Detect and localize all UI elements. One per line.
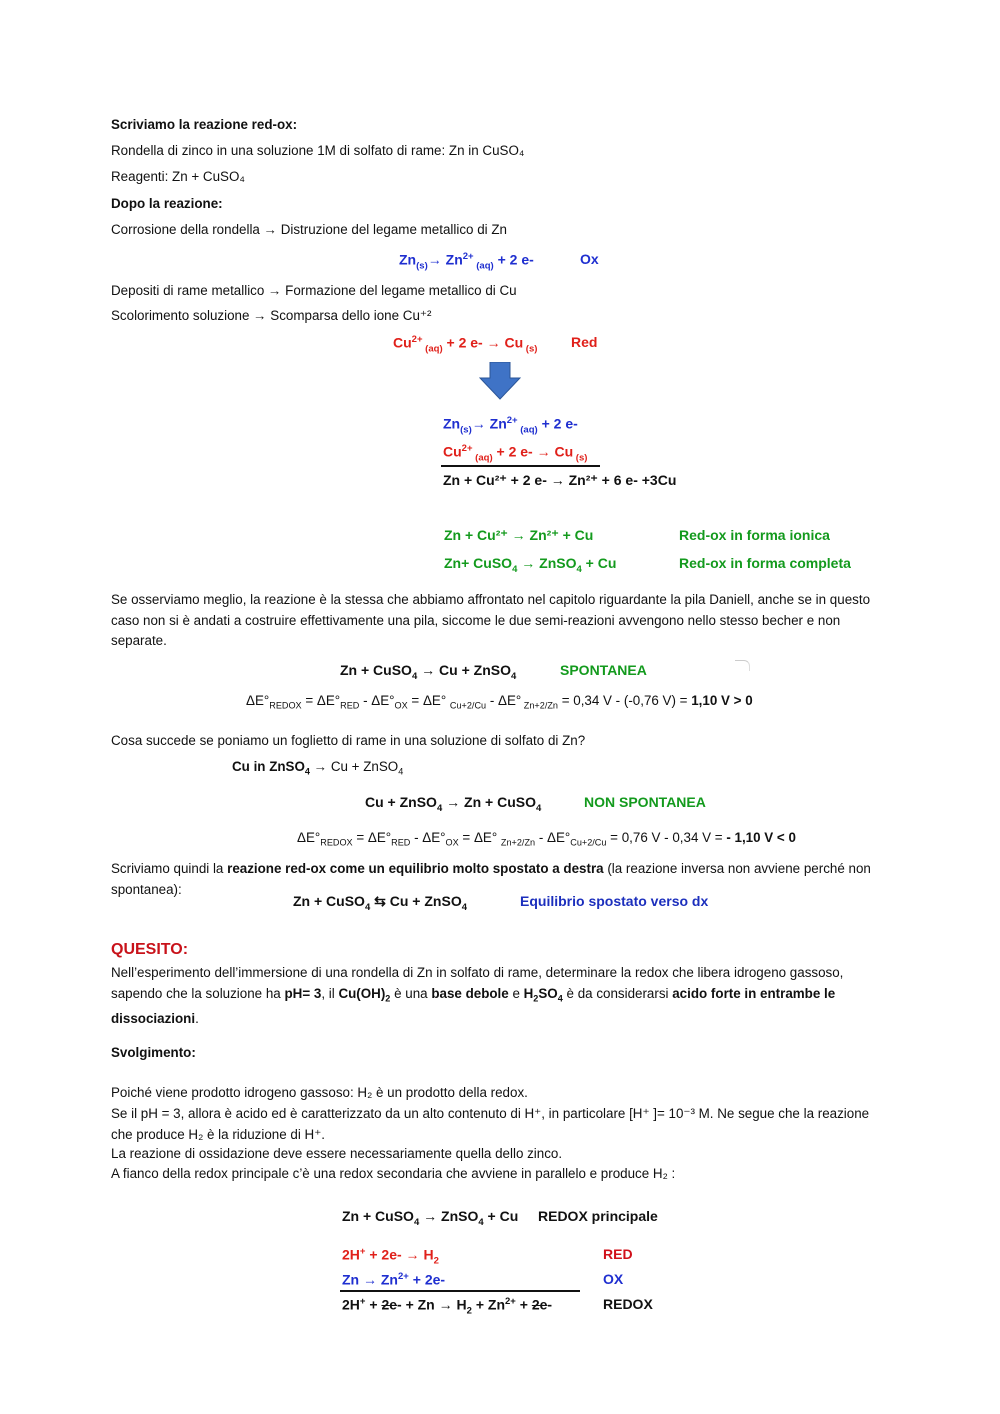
principal-equation: Zn + CuSO$_4$ → ZnSO$_4$ + Cu bbox=[342, 1208, 519, 1228]
text-line: Corrosione della rondella → Distruzione del legame metallico di Zn bbox=[111, 222, 507, 237]
ionic-equation: Zn + Cu²⁺ → Zn²⁺ + Cu bbox=[444, 527, 594, 543]
text-line: A fianco della redox principale c’è una redox secondaria che avviene in parallelo e produce H₂ : bbox=[111, 1166, 676, 1181]
ox-tag: OX bbox=[603, 1271, 624, 1287]
text-line: Scolorimento soluzione → Scomparsa dello ione Cu⁺² bbox=[111, 308, 432, 323]
decoration-mark bbox=[735, 660, 750, 671]
text-line: Se il pH = 3, allora è acido ed è caratterizzato da un alto contenuto di H⁺, in particolare [H⁺ ]= 10⁻³ M. Ne segue che la reazione che produce H₂ è la riduzione di H⁺. bbox=[111, 1106, 870, 1142]
cu-in-znso4: Cu in ZnSO$_4$ → Cu + ZnSO$_4$ bbox=[232, 759, 404, 777]
text-line: Poiché viene prodotto idrogeno gassoso: H₂ è un prodotto della redox. bbox=[111, 1085, 528, 1100]
quesito-text: Nell’esperimento dell’immersione di una rondella di Zn in solfato di rame, determinare la redox che libera idrogeno gassoso, sapendo che la soluzione ha pH= 3, il $Cu(OH)_2$ è una base debole e $H_2SO_4$ è da considerarsi acido forte in entrambe le dissociazioni. bbox=[111, 965, 844, 1026]
delta-e-nonspontaneous: $\Delta E^\circ_{REDOX} = \Delta E^\circ_{RED} - \Delta E^\circ_{OX} = \Delta E^\circ$ $_{Zn+2/Zn} - \Delta E^\circ_{Cu+2/Cu} = 0,76$ V - 0,34 V = - 1,10 V < 0 bbox=[297, 830, 796, 848]
final-rule bbox=[340, 1290, 580, 1292]
sum-oxidation: $Zn_{(s)}\to Zn^{2+}$ $_{(aq)}$ + 2 e- bbox=[443, 415, 578, 436]
non-spontanea-label: NON SPONTANEA bbox=[584, 794, 706, 810]
svolgimento-title: Svolgimento: bbox=[111, 1045, 196, 1060]
text-line: La reazione di ossidazione deve essere necessariamente quella dello zinco. bbox=[111, 1146, 563, 1161]
ox-label: Ox bbox=[580, 251, 599, 267]
equilibrium-equation: Zn + CuSO$_4$ ⇆ Cu + ZnSO$_4$ bbox=[293, 893, 468, 913]
section-heading: Scriviamo la reazione red-ox: bbox=[111, 117, 298, 132]
paragraph: Scriviamo quindi la reazione red-ox come un equilibrio molto spostato a destra (la reazione inversa non avviene perché non spontanea): bbox=[111, 861, 871, 897]
paragraph: Se osserviamo meglio, la reazione è la stessa che abbiamo affrontato nel capitolo riguardante la pila Daniell, anche se in questo caso non si è andati a costruire effettivamente una pila, siccome le due semi-reazioni avvengono nello stesso becher e non separate. bbox=[111, 592, 871, 648]
section-heading: Dopo la reazione: bbox=[111, 196, 223, 211]
nonspontaneous-equation: Cu + ZnSO$_4$ → Zn + CuSO$_4$ bbox=[365, 794, 542, 814]
text-line: Reagenti: Zn + CuSO₄ bbox=[111, 169, 245, 184]
final-redox-equation: $2H^+ + 2e- + Zn \to H_2 + Zn^{2+} + 2e-$ bbox=[342, 1296, 553, 1317]
red-tag: RED bbox=[603, 1246, 633, 1262]
quesito-title: QUESITO: bbox=[111, 941, 189, 958]
sum-result: Zn + Cu²⁺ + 2 e- → Zn²⁺ + 6 e- +3Cu bbox=[443, 472, 677, 488]
sum-reduction: $Cu^{2+}$ $_{(aq)}$ + 2 e- → Cu $_{(s)}$ bbox=[443, 443, 588, 464]
ionic-label: Red-ox in forma ionica bbox=[679, 527, 830, 543]
spontaneous-equation: Zn + CuSO$_4$ → Cu + ZnSO$_4$ bbox=[340, 662, 517, 682]
redox-tag: REDOX bbox=[603, 1296, 653, 1312]
h2-reduction: $2H^+ + 2e- \to H_2$ bbox=[342, 1246, 439, 1267]
text-line: Rondella di zinco in una soluzione 1M di solfato di rame: Zn in CuSO₄ bbox=[111, 143, 525, 158]
text-line: Depositi di rame metallico → Formazione del legame metallico di Cu bbox=[111, 283, 517, 298]
complete-equation: Zn+ CuSO$_4$ → ZnSO$_4$ + Cu bbox=[444, 555, 617, 575]
down-arrow-icon bbox=[479, 362, 521, 400]
delta-e-spontaneous: $\Delta E^\circ_{REDOX} = \Delta E^\circ_{RED} - \Delta E^\circ_{OX} = \Delta E^\circ$ $_{Cu+2/Cu}$ - ΔE° $_{Zn+2/Zn}$ = 0,34 V - (-0,76 V) = 1,10 V > 0 bbox=[246, 693, 753, 711]
text-line: Cosa succede se poniamo un foglietto di rame in una soluzione di solfato di Zn? bbox=[111, 733, 586, 748]
reduction-equation: $Cu^{2+}$ $_{(aq)}$ + 2 e- → Cu $_{(s)}$ bbox=[393, 334, 538, 355]
principal-label: REDOX principale bbox=[538, 1208, 658, 1224]
equilibrium-label: Equilibrio spostato verso dx bbox=[520, 893, 709, 909]
oxidation-equation: $Zn_{(s)}\to Zn^{2+}$ $_{(aq)}$ + 2 e- bbox=[399, 251, 534, 272]
sum-rule bbox=[441, 465, 600, 467]
red-label: Red bbox=[571, 334, 598, 350]
complete-label: Red-ox in forma completa bbox=[679, 555, 851, 571]
zn-oxidation: $Zn \to Zn^{2+} + 2e-$ bbox=[342, 1271, 446, 1288]
spontanea-label: SPONTANEA bbox=[560, 662, 647, 678]
